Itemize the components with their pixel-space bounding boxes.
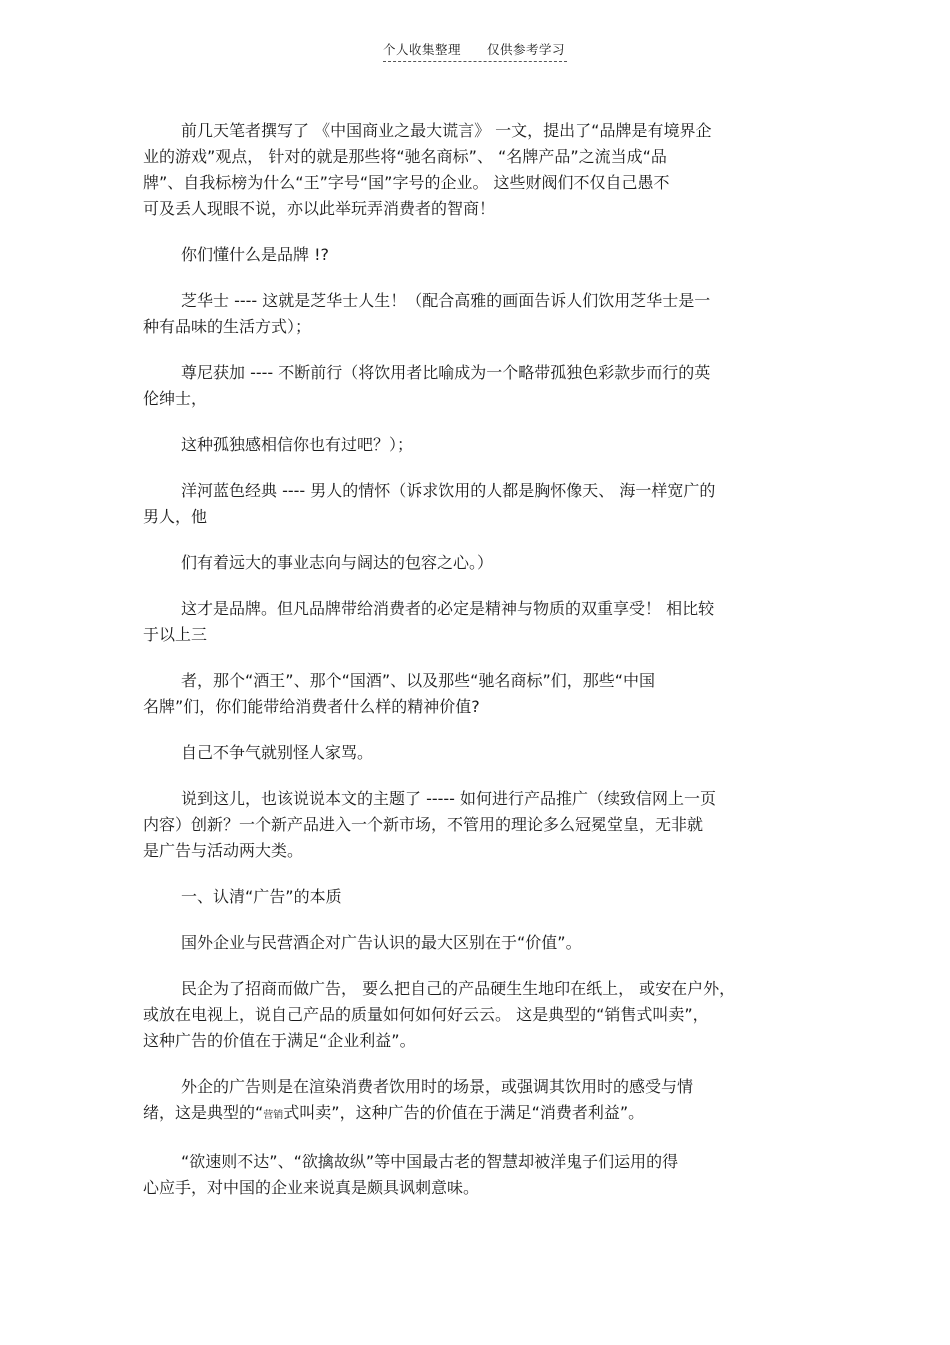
text-line: 洋河蓝色经典 ---- 男人的情怀（诉求饮用的人都是胸怀像天、 海一样宽广的 bbox=[181, 481, 716, 500]
paragraph bbox=[143, 740, 805, 766]
paragraph bbox=[143, 360, 805, 412]
paragraph bbox=[143, 432, 805, 458]
text-line: 可及丢人现眼不说，亦以此举玩弄消费者的智商！ bbox=[143, 199, 496, 218]
paragraph bbox=[143, 1074, 805, 1129]
paragraph bbox=[143, 786, 805, 864]
text-line: 内容）创新？一个新产品进入一个新市场，不管用的理论多么冠冕堂皇，无非就 bbox=[143, 815, 704, 834]
text-line: 这才是品牌。但凡品牌带给消费者的必定是精神与物质的双重享受！ 相比较 bbox=[181, 599, 715, 618]
text-line: 民企为了招商而做广告， 要么把自己的产品硬生生地印在纸上， 或安在户外， bbox=[181, 979, 736, 998]
text-line: 者，那个“酒王”、那个“国酒”、以及那些“驰名商标”们，那些“中国 bbox=[181, 671, 656, 690]
text-line: 自己不争气就别怪人家骂。 bbox=[181, 743, 374, 762]
text-line: 这种孤独感相信你也有过吧？）； bbox=[181, 435, 414, 454]
page-header bbox=[383, 40, 567, 62]
paragraph bbox=[143, 1149, 805, 1201]
paragraph bbox=[143, 668, 805, 720]
text-line: 一、认清“广告”的本质 bbox=[181, 887, 342, 906]
text-line: 芝华士 ---- 这就是芝华士人生！（配合高雅的画面告诉人们饮用芝华士是一 bbox=[181, 291, 711, 310]
text-line: 或放在电视上，说自己产品的质量如何如何好云云。 这是典型的“销售式叫卖”， bbox=[143, 1005, 709, 1024]
document-body bbox=[143, 118, 805, 1221]
paragraph bbox=[143, 976, 805, 1054]
text-line: 说到这儿，也该说说本文的主题了 ----- 如何进行产品推广（续致信网上一页 bbox=[181, 789, 717, 808]
text-line: 名牌”们，你们能带给消费者什么样的精神价值? bbox=[143, 697, 480, 716]
text-segment-small: 营销 bbox=[263, 1110, 284, 1121]
text-line: 这种广告的价值在于满足“企业利益”。 bbox=[143, 1031, 416, 1050]
section-heading bbox=[143, 884, 805, 910]
text-line: 男人，他 bbox=[143, 507, 208, 526]
text-line bbox=[143, 1100, 805, 1129]
header-right-text: 仅供参考学习 bbox=[487, 42, 566, 57]
text-line: 们有着远大的事业志向与阔达的包容之心。） bbox=[181, 553, 494, 572]
text-line: 前几天笔者撰写了 《中国商业之最大谎言》 一文，提出了“品牌是有境界企 bbox=[181, 121, 712, 140]
text-line: “欲速则不达”、“欲擒故纵”等中国最古老的智慧却被洋鬼子们运用的得 bbox=[181, 1152, 679, 1171]
text-line: 于以上三 bbox=[143, 625, 208, 644]
text-line: 你们懂什么是品牌 !? bbox=[181, 245, 329, 264]
paragraph bbox=[143, 288, 805, 340]
paragraph bbox=[143, 478, 805, 530]
text-segment: 绪，这是典型的“ bbox=[143, 1103, 264, 1122]
text-line: 尊尼获加 ---- 不断前行（将饮用者比喻成为一个略带孤独色彩款步而行的英 bbox=[181, 363, 711, 382]
text-line: 国外企业与民营酒企对广告认识的最大区别在于“价值”。 bbox=[181, 933, 582, 952]
text-line: 外企的广告则是在渲染消费者饮用时的场景，或强调其饮用时的感受与情 bbox=[181, 1077, 694, 1096]
text-line: 牌”、自我标榜为什么“王”字号“国”字号的企业。 这些财阀们不仅自己愚不 bbox=[143, 173, 670, 192]
text-line: 种有品味的生活方式）； bbox=[143, 317, 312, 336]
header-left-text: 个人收集整理 bbox=[383, 42, 462, 57]
paragraph bbox=[143, 118, 805, 222]
text-segment: 式叫卖”，这种广告的价值在于满足“消费者利益”。 bbox=[283, 1103, 645, 1122]
text-line: 业的游戏”观点， 针对的就是那些将“驰名商标”、 “名牌产品”之流当成“品 bbox=[143, 147, 667, 166]
paragraph bbox=[143, 550, 805, 576]
text-line: 是广告与活动两大类。 bbox=[143, 841, 304, 860]
paragraph bbox=[143, 596, 805, 648]
text-line: 心应手，对中国的企业来说真是颇具讽刺意味。 bbox=[143, 1178, 480, 1197]
paragraph bbox=[143, 930, 805, 956]
paragraph bbox=[143, 242, 805, 268]
text-line: 伦绅士， bbox=[143, 389, 208, 408]
